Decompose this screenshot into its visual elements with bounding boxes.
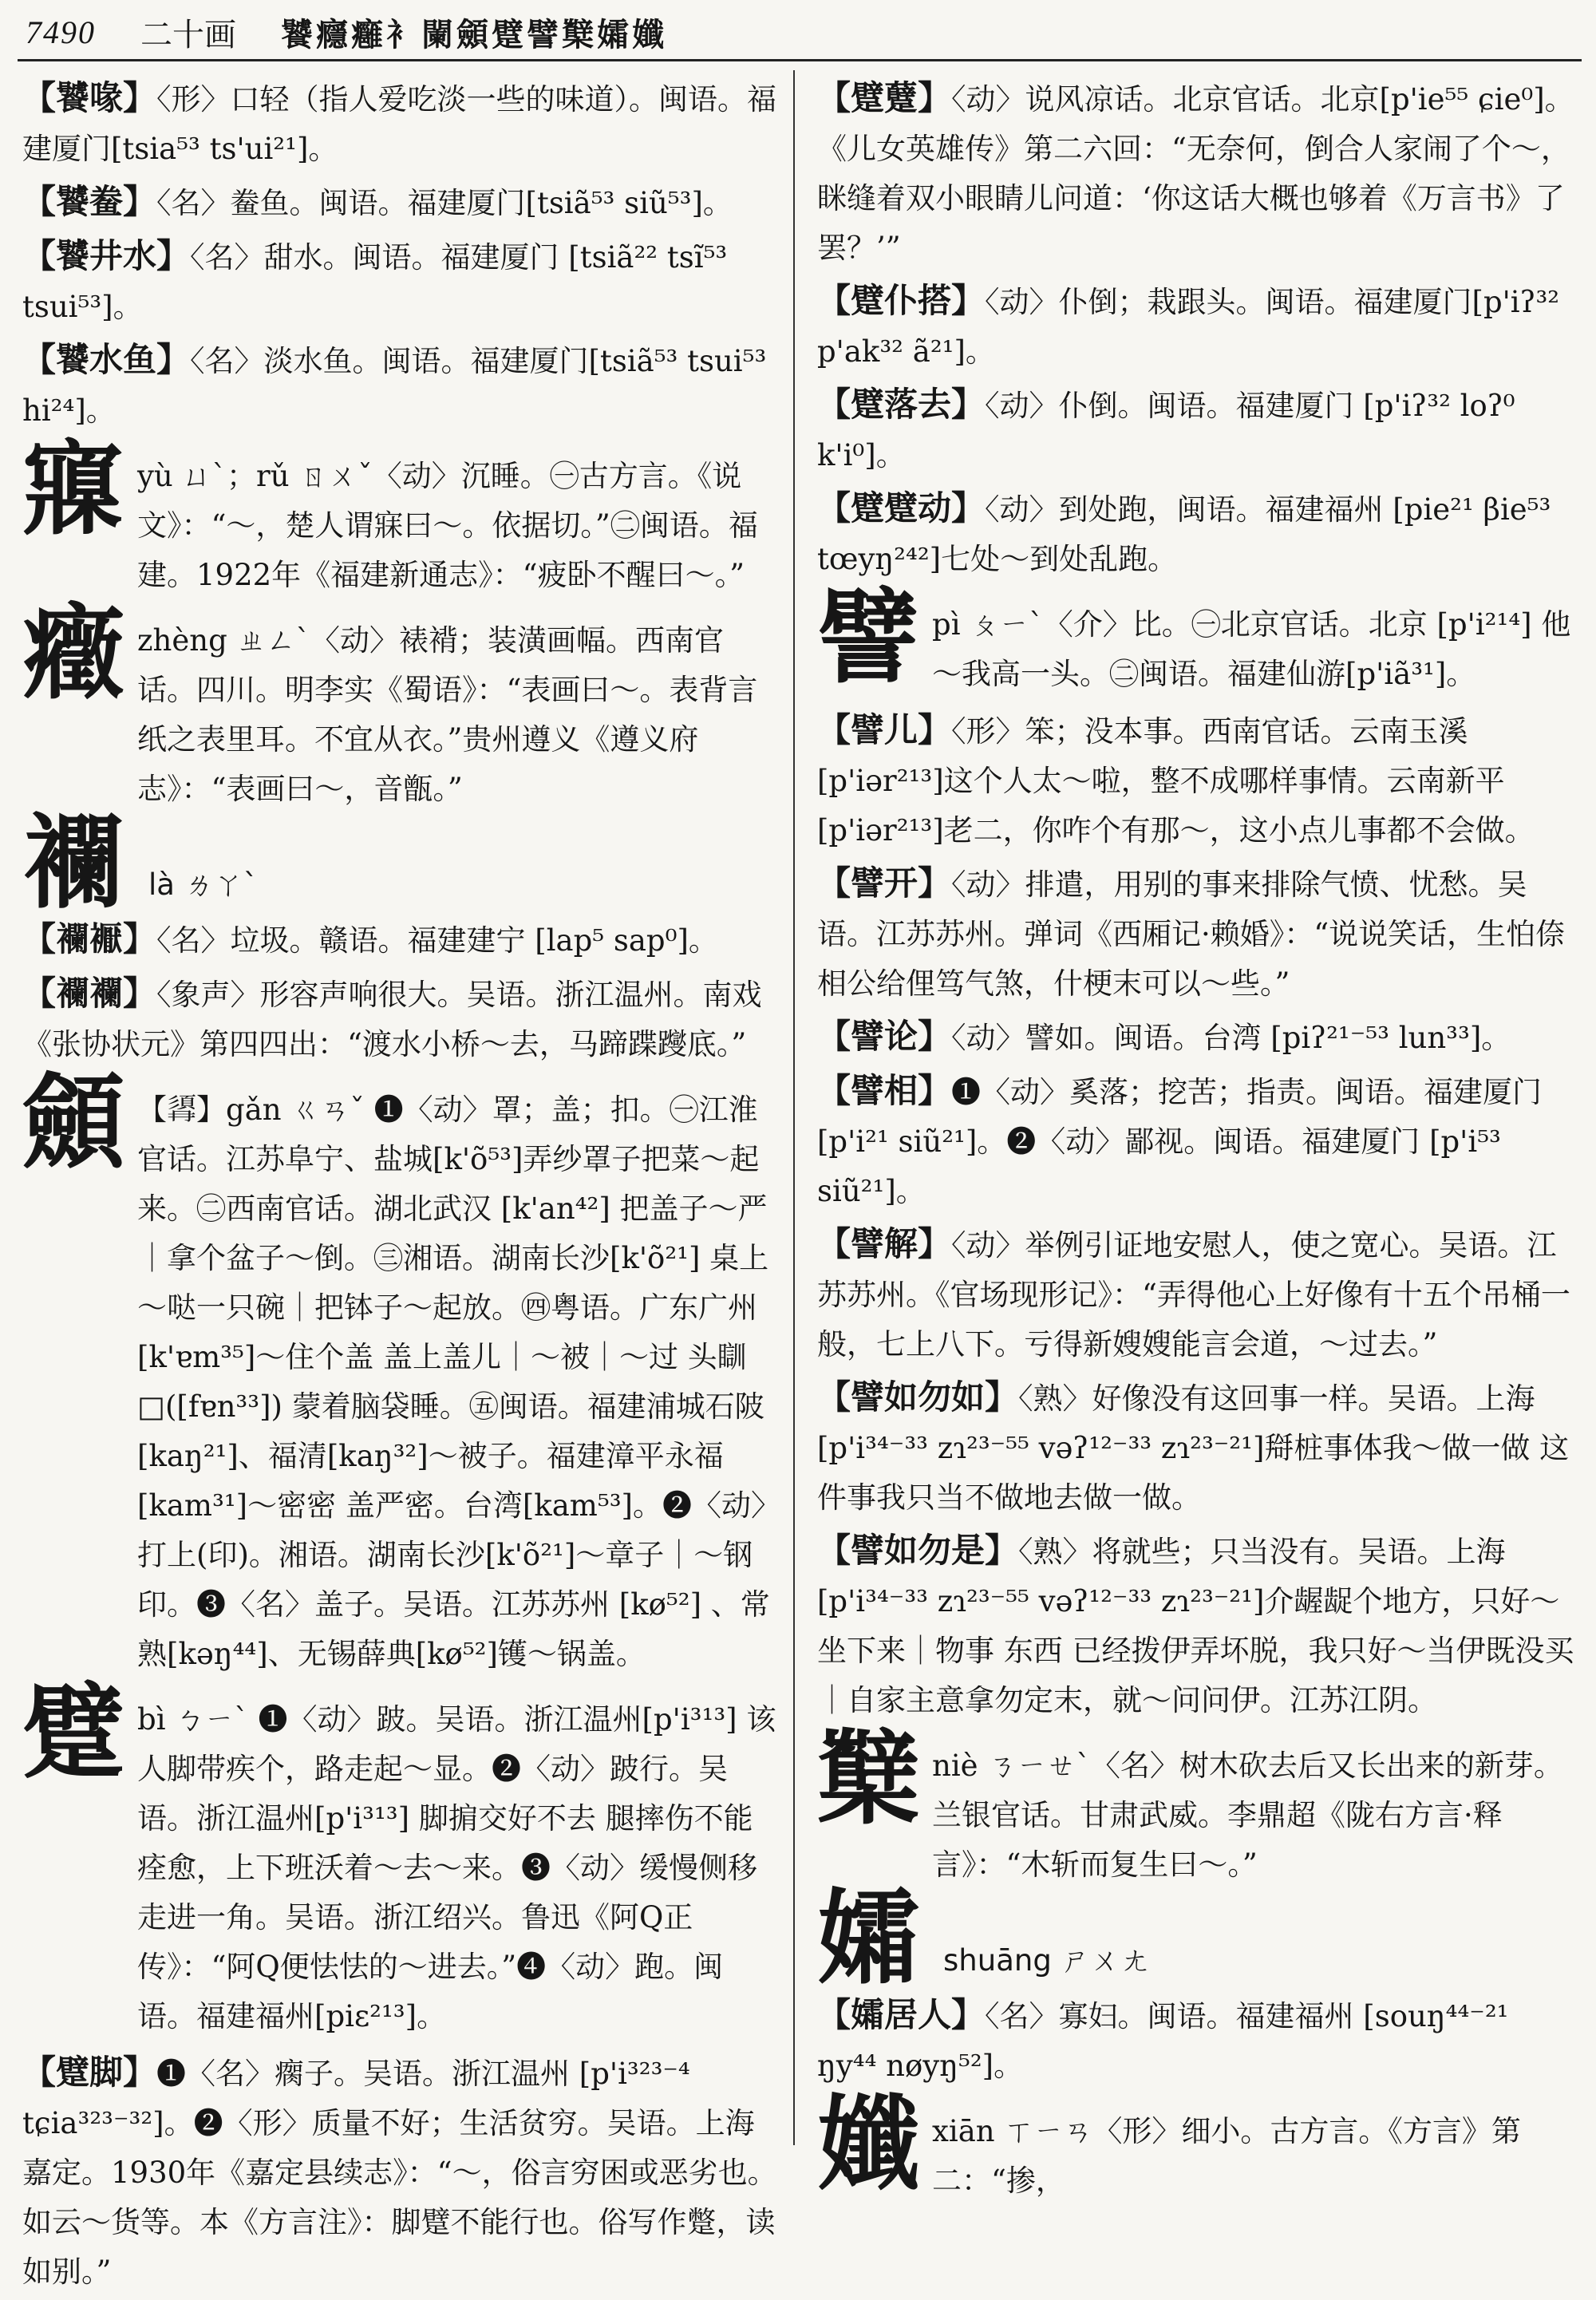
head-character-entry bbox=[22, 594, 780, 814]
sub-entry bbox=[817, 1526, 1575, 1725]
sub-entry bbox=[817, 73, 1575, 273]
sub-entry bbox=[22, 335, 780, 436]
entry-headword: 【譬如勿是】 bbox=[817, 1531, 1019, 1570]
entry-definition: 〈名〉鲞鱼。闽语。福建厦门[tsiã⁵³ siũ⁵³]。 bbox=[156, 186, 733, 220]
sub-entry bbox=[817, 484, 1575, 584]
head-character: 寱 bbox=[22, 429, 125, 549]
pinyin-reading: shuāng ㄕㄨㄤ bbox=[943, 1943, 1150, 1978]
page-number: 7490 bbox=[26, 14, 96, 50]
entry-definition: 〈动〉譬如。闽语。台湾 [piʔ²¹⁻⁵³ lun³³]。 bbox=[951, 1021, 1511, 1055]
entry-definition: 〈熟〉将就些；只当没有。吴语。上海 [p'i³⁴⁻³³ zɿ²³⁻⁵⁵ vəʔ¹²⁻³³ zɿ²³⁻²¹]介龌龊个地方，只好～坐下来｜物事 东西 已经拨伊弄坏脱，我只好～当伊既没买｜自家主意拿勿定末，就～问问伊。江苏江阴。 bbox=[817, 1535, 1574, 1717]
entry-headword: 【躄仆搭】 bbox=[817, 281, 986, 320]
sub-entry bbox=[22, 969, 780, 1069]
entry-definition: 〈动〉排遣，用别的事来排除气愤、忧愁。吴语。江苏苏州。弹词《西厢记·赖婚》：“说说笑话，生怕倷相公给俚笃气煞，什梗末可以～些。” bbox=[817, 867, 1566, 1001]
entry-headword: 【饕喙】 bbox=[22, 78, 157, 117]
head-character-entry bbox=[22, 1673, 780, 2041]
sub-entry bbox=[22, 177, 780, 228]
entry-headword: 【襴𧞣】 bbox=[22, 919, 157, 958]
head-character-entry bbox=[22, 803, 780, 923]
running-header bbox=[26, 8, 1574, 56]
head-character: 孀 bbox=[817, 1879, 920, 1998]
entry-headword: 【譬相】 bbox=[817, 1071, 952, 1110]
entry-headword: 【譬开】 bbox=[817, 863, 952, 903]
head-character: 顩 bbox=[22, 1063, 125, 1183]
header-characters: 饕癮癰衤闌顩躄譬櫱孀孅 bbox=[281, 15, 667, 53]
entry-definition: 〈熟〉好像没有这回事一样。吴语。上海 [p'i³⁴⁻³³ zɿ²³⁻⁵⁵ vəʔ¹²⁻³³ zɿ²³⁻²¹]搿桩事体我～做一做 这件事我只当不做地去做一做。 bbox=[817, 1381, 1570, 1515]
sub-entry bbox=[817, 380, 1575, 480]
left-column bbox=[22, 73, 780, 2300]
entry-headword: 【譬解】 bbox=[817, 1224, 952, 1263]
entry-headword: 【躄脚】 bbox=[22, 2053, 157, 2092]
head-character: 櫱 bbox=[817, 1719, 920, 1839]
entry-definition: 〈象声〉形容声响很大。吴语。浙江温州。南戏《张协状元》第四四出：“渡水小桥～去，马蹄蹀躞底。” bbox=[22, 978, 762, 1061]
entry-headword: 【譬如勿如】 bbox=[817, 1377, 1019, 1417]
column-divider bbox=[793, 70, 795, 2145]
entry-definition: 〈动〉到处跑，闽语。福建福州 [pie²¹ βie⁵³ tœyŋ²⁴²]七处～到处乱跑。 bbox=[817, 492, 1551, 576]
head-character: 孅 bbox=[817, 2085, 920, 2204]
entry-headword: 【饕井水】 bbox=[22, 236, 191, 275]
entry-headword: 【譬论】 bbox=[817, 1017, 952, 1056]
entry-headword: 【孀居人】 bbox=[817, 1995, 986, 2034]
entry-definition: bì ㄅㄧˋ ❶〈动〉跛。吴语。浙江温州[p'i³¹³] 该人脚带疾个，路走起～显。❷〈动〉跛行。吴语。浙江温州[p'i³¹³] 脚掮交好不去 腿摔伤不能痊愈，上下班沃着～去～来。❸〈动〉缓慢侧移走进一角。吴语。浙江绍兴。鲁迅《阿Q正传》：“阿Q便怯怯的～进去。”❹〈动〉跑。闽语。福建福州[piɛ²¹³]。 bbox=[137, 1702, 776, 2033]
head-character: 癥 bbox=[22, 594, 125, 713]
sub-entry bbox=[22, 915, 780, 966]
sub-entry bbox=[817, 1373, 1575, 1523]
header-rule bbox=[18, 59, 1582, 61]
pinyin-reading: là ㄌㄚˋ bbox=[148, 867, 259, 902]
entry-definition: 〈形〉口轻（指人爱吃淡一些的味道）。闽语。福建厦门[tsia⁵³ ts'ui²¹]。 bbox=[22, 82, 777, 166]
entry-definition: 〈动〉仆倒。闽语。福建厦门 [p'iʔ³² loʔ⁰ k'i⁰]。 bbox=[817, 389, 1515, 472]
entry-headword: 【襴襴】 bbox=[22, 974, 157, 1013]
entry-headword: 【譬儿】 bbox=[817, 710, 952, 749]
entry-definition: ❶〈名〉瘸子。吴语。浙江温州 [p'i³²³⁻⁴ tɕia³²³⁻³²]。❷〈形〉质量不好；生活贫穷。吴语。上海嘉定。1930年《嘉定县续志》：“～，俗言穷困或恶劣也。如云～货等。本《方言注》：脚躄不能行也。俗写作蹩，读如别。” bbox=[22, 2057, 777, 2289]
entry-definition: niè ㄋㄧㄝˋ〈名〉树木砍去后又长出来的新芽。兰银官话。甘肃武威。李鼎超《陇右方言·释言》：“木斩而复生曰～。” bbox=[932, 1749, 1563, 1882]
entry-definition: 〈名〉寡妇。闽语。福建福州 [souŋ⁴⁴⁻²¹ ŋy⁴⁴ nøyŋ⁵²]。 bbox=[817, 1999, 1509, 2083]
entry-headword: 【饕鲞】 bbox=[22, 182, 157, 221]
entry-definition: 〈动〉仆倒；栽跟头。闽语。福建厦门[p'iʔ³² p'ak³² ã²¹]。 bbox=[817, 285, 1560, 369]
sub-entry bbox=[22, 2048, 780, 2297]
entry-definition: ❶〈动〉奚落；挖苦；指责。闽语。福建厦门[p'i²¹ siũ²¹]。❷〈动〉鄙视。闽语。福建厦门 [p'i⁵³ siũ²¹]。 bbox=[817, 1075, 1543, 1208]
head-character-entry bbox=[817, 1879, 1575, 1998]
head-character-entry bbox=[817, 1719, 1575, 1890]
entry-headword: 【躄落去】 bbox=[817, 385, 986, 424]
entry-definition: 〈名〉垃圾。赣语。福建建宁 [lap⁵ sap⁰]。 bbox=[156, 923, 718, 958]
entry-definition: xiān ㄒㄧㄢ〈形〉细小。古方言。《方言》第二：“掺， bbox=[932, 2114, 1521, 2198]
entry-definition: 〈名〉甜水。闽语。福建厦门 [tsiã²² tsĩ⁵³ tsui⁵³]。 bbox=[22, 240, 728, 324]
head-character: 襴 bbox=[22, 803, 125, 923]
entry-definition: 【𩒹】gǎn ㄍㄢˇ ❶〈动〉罩；盖；扣。㊀江淮官话。江苏阜宁、盐城[k'õ⁵³]弄纱罩子把菜～起来。㊁西南官话。湖北武汉 [k'an⁴²] 把盖子～严｜拿个盆子～倒。㊂湘语。湖南长沙[k'õ²¹] 桌上～哒一只碗｜把钵子～起放。㊃粤语。广东广州 [k'ɐm³⁵]～住个盖 盖上盖儿｜～被｜～过 头瞓□([fɐn³³]) 蒙着脑袋睡。㊄闽语。福建浦城石陂 [kaŋ²¹]、福清[kaŋ³²]～被子。福建漳平永福[kam³¹]～密密 盖严密。台湾[kam⁵³]。❷〈动〉打上(印)。湘语。湖南长沙[k'õ²¹]～章子｜～钢印。❸〈名〉盖子。吴语。江苏苏州 [kø⁵²] 、常熟[kəŋ⁴⁴]、无锡薛典[kø⁵²]镬～锅盖。 bbox=[137, 1093, 780, 1671]
section-label: 二十画 bbox=[140, 16, 236, 53]
entry-definition: 〈形〉笨；没本事。西南官话。云南玉溪[p'iər²¹³]这个人太～啦，整不成哪样事情。云南新平[p'iər²¹³]老二，你咋个有那～，这小点儿事都不会做。 bbox=[817, 714, 1535, 848]
sub-entry bbox=[817, 1990, 1575, 2091]
sub-entry bbox=[22, 73, 780, 174]
sub-entry bbox=[817, 1066, 1575, 1216]
entry-definition: 〈名〉淡水鱼。闽语。福建厦门[tsiã⁵³ tsui⁵³ hi²⁴]。 bbox=[22, 344, 767, 428]
entry-definition: yù ㄩˋ；rǔ ㄖㄨˇ〈动〉沉睡。㊀古方言。《说文》：“～，楚人谓寐曰～。依据切。”㊁闽语。福建。1922年《福建新通志》：“疲卧不醒曰～。” bbox=[137, 459, 758, 592]
head-character-entry bbox=[817, 2085, 1575, 2206]
entry-headword: 【饕水鱼】 bbox=[22, 340, 191, 379]
head-character: 譬 bbox=[817, 578, 920, 698]
head-character-entry bbox=[817, 578, 1575, 699]
sub-entry bbox=[817, 705, 1575, 856]
right-column bbox=[817, 73, 1575, 2212]
entry-definition: zhèng ㄓㄥˋ〈动〉裱褙；装潢画幅。西南官话。四川。明李实《蜀语》：“表画曰～。表背言纸之表里耳。不宜从衣。”贵州遵义《遵义府志》：“表画曰～，音甑。” bbox=[137, 623, 758, 806]
entry-headword: 【躄躠】 bbox=[817, 78, 952, 117]
entry-definition: 〈动〉说风凉话。北京官话。北京[p'ie⁵⁵ ɕie⁰]。《儿女英雄传》第二六回：“无奈何，倒合人家闹了个～，眯缝着双小眼睛儿问道：‘你这话大概也够着《万言书》了罢？’” bbox=[817, 82, 1574, 265]
sub-entry bbox=[817, 276, 1575, 377]
head-character-entry bbox=[22, 429, 780, 600]
sub-entry bbox=[22, 231, 780, 332]
entry-definition: pì ㄆㄧˋ〈介〉比。㊀北京官话。北京 [p'i²¹⁴] 他～我高一头。㊁闽语。福建仙游[p'iã³¹]。 bbox=[932, 607, 1571, 691]
sub-entry bbox=[817, 1012, 1575, 1063]
entry-headword: 【躄躄动】 bbox=[817, 488, 986, 528]
entry-definition: 〈动〉举例引证地安慰人，使之宽心。吴语。江苏苏州。《官场现形记》：“弄得他心上好像有十五个吊桶一般，七上八下。亏得新嫂嫂能言会道，～过去。” bbox=[817, 1228, 1570, 1361]
head-character-entry bbox=[22, 1063, 780, 1679]
head-character: 躄 bbox=[22, 1673, 125, 1792]
sub-entry bbox=[817, 859, 1575, 1009]
sub-entry bbox=[817, 1219, 1575, 1369]
